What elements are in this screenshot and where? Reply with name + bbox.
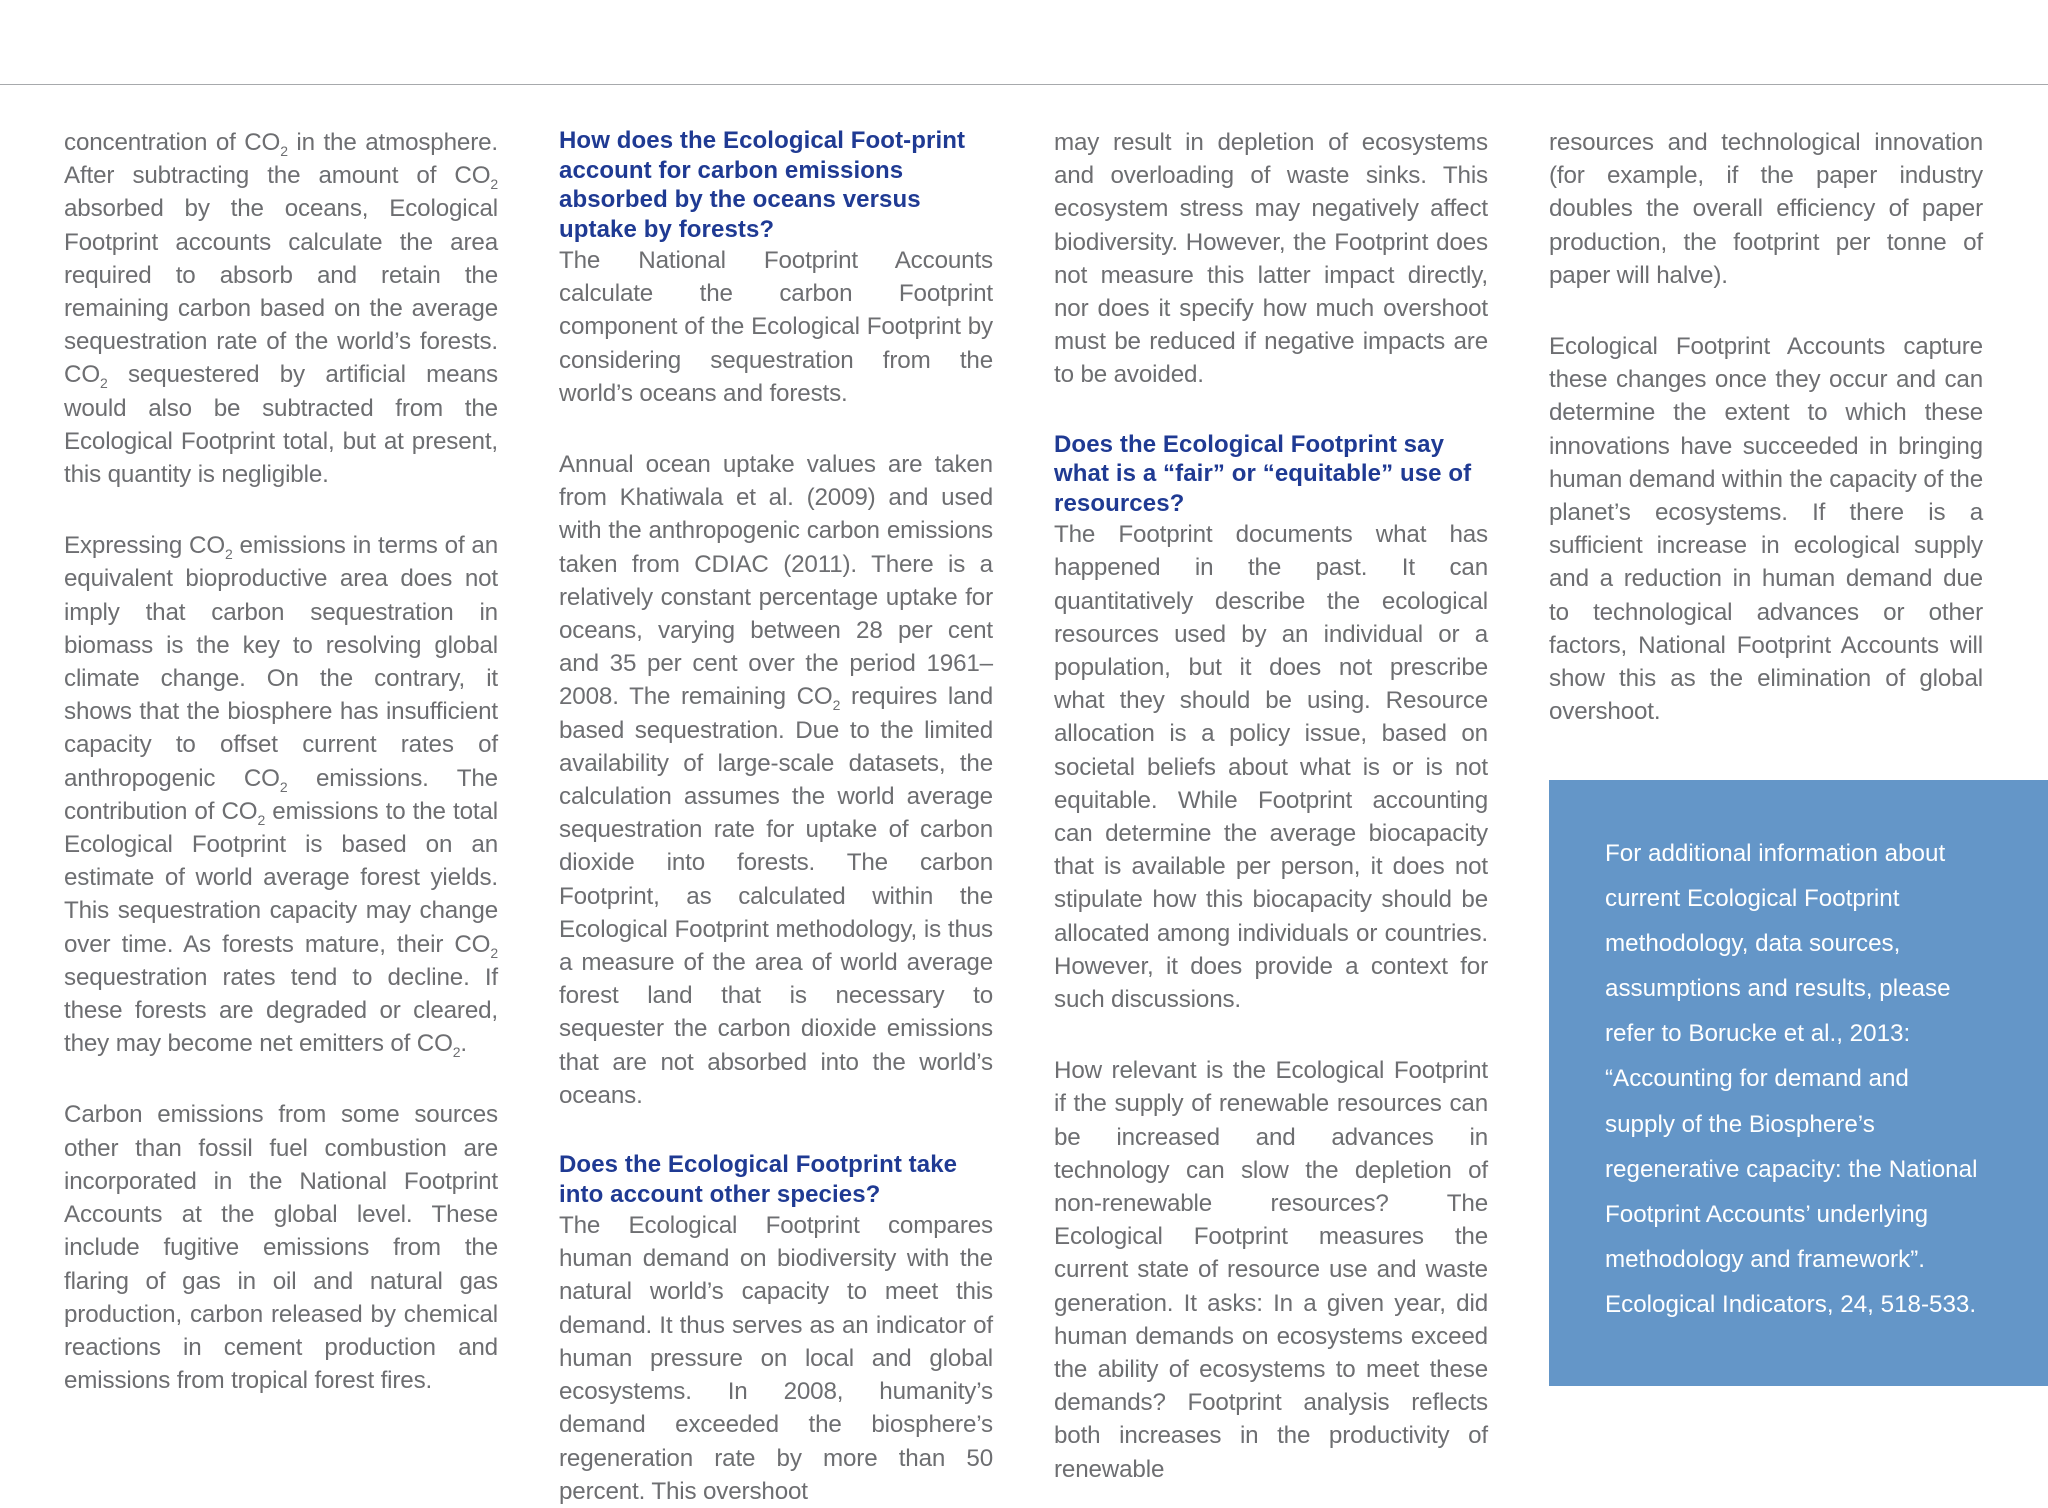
paragraph: How relevant is the Ecological Footprint if the supply of renewable resources can be increased and advances in technology can slow the depletion of non-renewable resources? The Ecological Footprint measures the current state of resource use and waste generation. It asks: In a given year, did human demands on ecosystems exceed the ability of ecosystems to meet these demands? Footprint analysis reflects both increases in the productivity of renewable xyxy=(1054,1057,1488,1483)
column-2 xyxy=(559,126,993,1508)
info-line: For additional information about xyxy=(1605,840,1946,867)
paragraph: The Footprint documents what has happened in the past. It can quantitatively describe the ecological resources used by an individual or a population, but it does not prescribe what they should be using. Resource allocation is a policy issue, based on societal beliefs about what is or is not equitable. While Footprint accounting can determine the average biocapacity that is available per person, it does not stipulate how this biocapacity should be allocated among individuals or countries. However, it does provide a context for such discussions. xyxy=(1054,521,1488,1013)
info-line: current Ecological Footprint xyxy=(1605,885,1900,913)
paragraph: Carbon emissions from some sources other than fossil fuel combustion are incorporated in the National Footprint Accounts at the global level. These include fugitive emissions from the flaring of gas in oil and natural gas production, carbon released by chemical reactions in cement production and emissions from tropical forest fires. xyxy=(64,1101,498,1395)
info-line: refer to Borucke et al., 2013: xyxy=(1605,1020,1911,1048)
paragraph: Annual ocean uptake values are taken from Khatiwala et al. (2009) and used with the anthropogenic carbon emissions taken from CDIAC (2011). There is a relatively constant percentage uptake for oceans, varying between 28 per cent and 35 per cent over the period 1961–2008. The remaining $CO_2$ requires land based sequestration. Due to the limited availability of large-scale datasets, the calculation assumes the world average sequestration rate for uptake of carbon dioxide into forests. The carbon Footprint, as calculated within the Ecological Footprint methodology, is thus a measure of the area of world average forest land that is necessary to sequester the carbon dioxide emissions that are not absorbed into the world’s oceans. xyxy=(559,451,993,1109)
info-line: methodology, data sources, xyxy=(1605,930,1901,958)
info-line: “Accounting for demand and xyxy=(1605,1065,1909,1093)
paragraph: may result in depletion of ecosystems and overloading of waste sinks. This ecosystem stress may negatively affect biodiversity. However, the Footprint does not measure this latter impact directly, nor does it specify how much overshoot must be reduced if negative impacts are to be avoided. xyxy=(1054,129,1488,389)
info-box xyxy=(1549,780,2048,1386)
paragraph: The Ecological Footprint compares human demand on biodiversity with the natural world’s capacity to meet this demand. It thus serves as an indicator of human pressure on local and global ecosystems. In 2008, humanity’s demand exceeded the biosphere’s regeneration rate by more than 50 percent. This overshoot xyxy=(559,1212,993,1505)
column-4 xyxy=(1549,126,1983,728)
paragraph: concentration of $CO_2$ in the atmosphere. After subtracting the amount of $CO_2$ absorbed by the oceans, Ecological Footprint accounts calculate the area required to absorb and retain the remaining carbon based on the average sequestration rate of the world’s forests. $CO_2$ sequestered by artificial means would also be subtracted from the Ecological Footprint total, but at present, this quantity is negligible. xyxy=(64,129,498,489)
column-3 xyxy=(1054,126,1488,1486)
column-1 xyxy=(64,126,498,1397)
section-heading: Does the Ecological Footprint say what is a “fair” or “equitable” use of resources? xyxy=(1054,430,1472,517)
header-rule xyxy=(0,84,2048,85)
paragraph: The National Footprint Accounts calculate the carbon Footprint component of the Ecological Footprint by considering sequestration from the world’s oceans and forests. xyxy=(559,247,993,407)
paragraph: Ecological Footprint Accounts capture these changes once they occur and can determine the extent to which these innovations have succeeded in bringing human demand within the capacity of the planet’s ecosystems. If there is a sufficient increase in ecological supply and a reduction in human demand due to technological advances or other factors, National Footprint Accounts will show this as the elimination of global overshoot. xyxy=(1549,333,1983,726)
info-line: methodology and framework”. xyxy=(1605,1245,1925,1273)
info-line: supply of the Biosphere’s xyxy=(1605,1110,1875,1138)
info-line: regenerative capacity: the National xyxy=(1605,1155,1978,1183)
paragraph: resources and technological innovation (for example, if the paper industry doubles the overall efficiency of paper production, the footprint per tonne of paper will halve). xyxy=(1549,129,1983,289)
section-heading: How does the Ecological Foot-print account for carbon emissions absorbed by the oceans versus uptake by forests? xyxy=(559,127,966,243)
info-line: Footprint Accounts’ underlying xyxy=(1605,1200,1929,1228)
info-line: assumptions and results, please xyxy=(1605,975,1951,1003)
info-line: Ecological Indicators, 24, 518-533. xyxy=(1605,1290,1977,1318)
paragraph: Expressing $CO_2$ emissions in terms of an equivalent bioproductive area does not imply that carbon sequestration in biomass is the key to resolving global climate change. On the contrary, it shows that the biosphere has insufficient capacity to offset current rates of anthropogenic $CO_2$ emissions. The contribution of $CO_2$ emissions to the total Ecological Footprint is based on an estimate of world average forest yields. This sequestration capacity may change over time. As forests mature, their $CO_2$ sequestration rates tend to decline. If these forests are degraded or cleared, they may become net emitters of $CO_2$. xyxy=(64,532,499,1061)
section-heading: Does the Ecological Footprint take into account other species? xyxy=(559,1151,958,1208)
